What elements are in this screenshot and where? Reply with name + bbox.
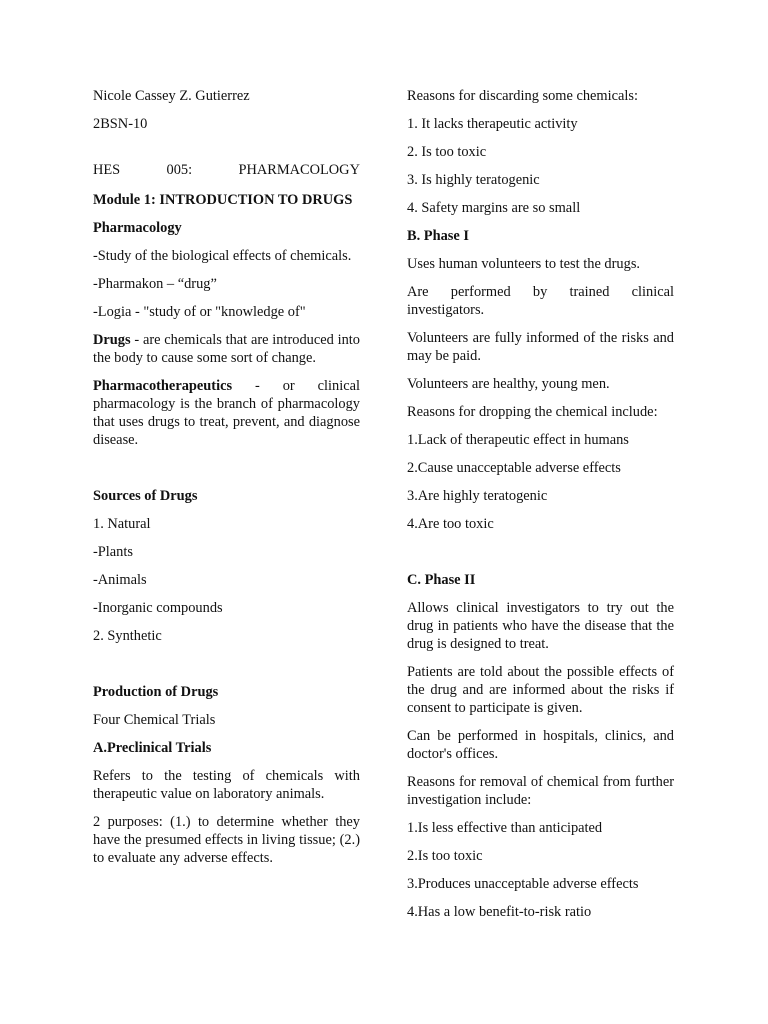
phase2-reason: 3.Produces unacceptable adverse effects — [407, 876, 639, 892]
discard-heading: Reasons for discarding some chemicals: — [407, 88, 638, 104]
sources-heading: Sources of Drugs — [93, 488, 198, 504]
source-item: 1. Natural — [93, 516, 151, 532]
phase1-paragraph: Are performed by trained clinical investigators. — [407, 284, 674, 318]
source-item: 2. Synthetic — [93, 628, 162, 644]
right-column — [407, 87, 674, 931]
phase1-paragraph: Uses human volunteers to test the drugs. — [407, 256, 641, 272]
discard-reason: 1. It lacks therapeutic activity — [407, 116, 578, 132]
phase2-paragraph: Patients are told about the possible effects of the drug and are informed about the risks if consent to participate is given. — [407, 664, 674, 716]
left-column — [93, 87, 360, 877]
phase1-paragraph: Volunteers are healthy, young men. — [407, 376, 610, 392]
phase1-paragraph: Reasons for dropping the chemical include: — [407, 404, 658, 420]
source-item: -Inorganic compounds — [93, 600, 223, 616]
discard-reason: 3. Is highly teratogenic — [407, 172, 540, 188]
phase1-reason: 2.Cause unacceptable adverse effects — [407, 460, 621, 476]
phase2-paragraph: Reasons for removal of chemical from further investigation include: — [407, 774, 674, 808]
course-code-part: HES — [93, 162, 121, 178]
drugs-definition — [93, 331, 360, 367]
production-heading: Production of Drugs — [93, 684, 219, 700]
course-code-part: PHARMACOLOGY — [238, 162, 360, 178]
four-trials-text: Four Chemical Trials — [93, 712, 216, 728]
course-code — [93, 161, 360, 179]
purposes-text: 2 purposes: (1.) to determine whether they have the presumed effects in living tissue; (2.) to evaluate any adverse effects. — [93, 814, 360, 866]
phase1-reason: 1.Lack of therapeutic effect in humans — [407, 432, 629, 448]
pharmacology-heading: Pharmacology — [93, 220, 182, 236]
student-name: Nicole Cassey Z. Gutierrez — [93, 88, 250, 104]
course-code-part: 005: — [166, 162, 193, 178]
phase2-reason: 1.Is less effective than anticipated — [407, 820, 603, 836]
phase2-reason: 4.Has a low benefit-to-risk ratio — [407, 904, 592, 920]
pharmacotherapeutics-def-text: - or clinical pharmacology is the branch of pharmacology that uses drugs to treat, prevent, and diagnose disease. — [93, 378, 360, 448]
phase1-heading: B. Phase I — [407, 228, 469, 244]
phase1-reason: 4.Are too toxic — [407, 516, 494, 532]
discard-reason: 4. Safety margins are so small — [407, 200, 581, 216]
phase2-paragraph: Can be performed in hospitals, clinics, and doctor's offices. — [407, 728, 674, 762]
student-section: 2BSN-10 — [93, 116, 148, 132]
phase1-reason: 3.Are highly teratogenic — [407, 488, 548, 504]
drugs-def-text: - are chemicals that are introduced into the body to cause some sort of change. — [93, 332, 360, 366]
preclinical-heading: A.Preclinical Trials — [93, 740, 212, 756]
discard-reason: 2. Is too toxic — [407, 144, 487, 160]
pharmacotherapeutics-term: Pharmacotherapeutics — [93, 378, 233, 394]
module-title: Module 1: INTRODUCTION TO DRUGS — [93, 192, 353, 208]
phase2-heading: C. Phase II — [407, 572, 476, 588]
definition-logia: -Logia - "study of or "knowledge of" — [93, 304, 306, 320]
preclinical-definition: Refers to the testing of chemicals with therapeutic value on laboratory animals. — [93, 768, 360, 802]
phase2-paragraph: Allows clinical investigators to try out the drug in patients who have the disease that the drug is designed to treat. — [407, 600, 674, 652]
definition-study: -Study of the biological effects of chemicals. — [93, 248, 352, 264]
phase1-paragraph: Volunteers are fully informed of the risks and may be paid. — [407, 330, 674, 364]
phase2-reason: 2.Is too toxic — [407, 848, 483, 864]
definition-pharmakon: -Pharmakon – “drug” — [93, 276, 217, 292]
pharmacotherapeutics-definition — [93, 377, 360, 449]
drugs-term: Drugs — [93, 332, 131, 348]
source-item: -Plants — [93, 544, 133, 560]
source-item: -Animals — [93, 572, 147, 588]
